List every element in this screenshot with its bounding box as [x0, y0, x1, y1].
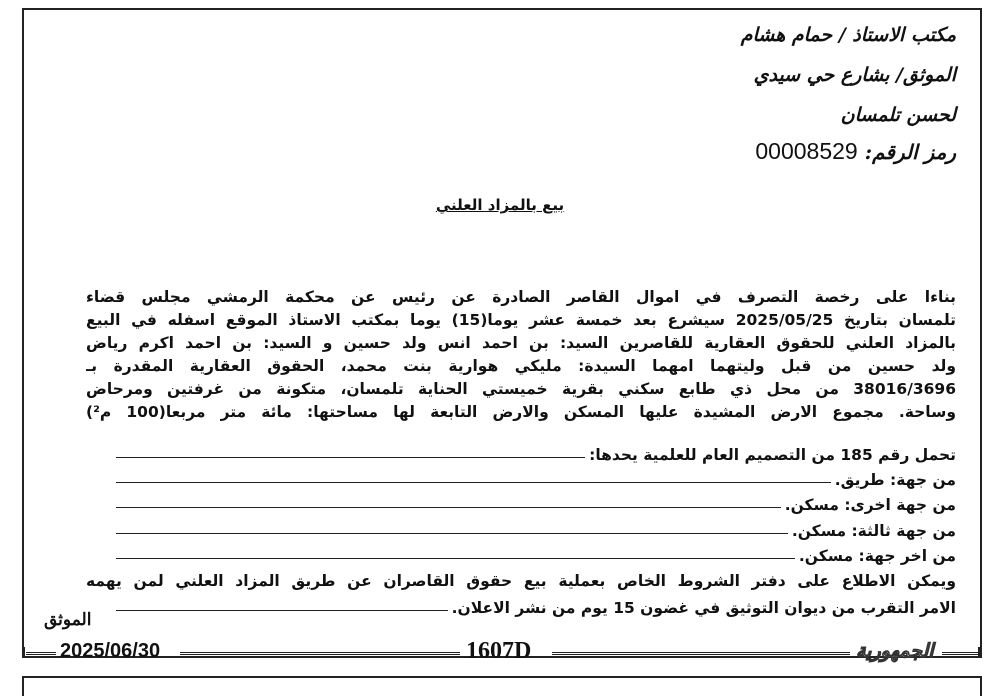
code-value: 00008529 [755, 138, 858, 164]
closing-row [116, 593, 956, 617]
body-line: تلمسان بتاريخ 2025/05/25 سيشرع بعد خمسة عشر يوما(15) يوما بمكتب الاستاذ الموقع اسفله في البيع [86, 311, 956, 329]
boundary-text: من جهة ثالثة: مسكن. [791, 522, 956, 540]
notary-office-name: مكتب الاستاذ / حمام هشام [740, 24, 956, 46]
fill-line [116, 482, 831, 483]
boundary-text: من اخر جهة: مسكن. [798, 547, 956, 565]
fill-line [116, 507, 781, 508]
footer-tick [22, 647, 25, 657]
body-line: وساحة. مجموع الارض المشيدة عليها المسكن والارض التابعة لها مساحتها: مائة متر مربعا(100 م²) [86, 403, 956, 421]
footer-rule [552, 652, 850, 655]
footer-tick [978, 647, 981, 657]
boundary-row [116, 490, 956, 514]
plan-text: تحمل رقم 185 من التصميم العام للعلمية يحدها: [589, 446, 956, 464]
notary-address: الموثق/ بشارع حي سيدي [753, 64, 956, 86]
notice-body [86, 286, 956, 424]
body-line: بناءا على رخصة التصرف في اموال القاصر الصادرة عن رئيس عن محكمة الرمشي مجلس قضاء [86, 288, 956, 306]
signature-label: الموثق [44, 610, 92, 630]
closing-line: ويمكن الاطلاع على دفتر الشروط الخاص بعملية بيع حقوق القاصران عن طريق المزاد العلني لمن يهمه [86, 572, 956, 590]
boundary-text: من جهة اخرى: مسكن. [784, 496, 956, 514]
code-label: رمز الرقم: [864, 140, 956, 164]
fill-line [116, 457, 585, 458]
footer-rule [942, 652, 978, 655]
boundary-row [116, 541, 956, 565]
body-line: ولد حسين من قبل وليتهما امهما السيدة: مليكي هوارية بنت محمد، الحقوق العقارية المقدرة بـ [86, 357, 956, 375]
publication-reference: 1607D [466, 638, 532, 664]
notary-city: لحسن تلمسان [840, 104, 956, 126]
closing-text: الامر التقرب من ديوان التوثيق في غضون 15 يوم من نشر الاعلان. [451, 599, 956, 617]
notary-code [755, 138, 956, 165]
footer-bar [22, 638, 982, 668]
boundary-row [116, 465, 956, 489]
footer-rule [26, 652, 56, 655]
plan-line [116, 440, 956, 464]
footer-rule [180, 652, 460, 655]
body-line: بالمزاد العلني للحقوق العقارية للقاصرين السيد: بن احمد انس ولد حسين و السيد: بن احمد اكرم رياض [86, 334, 956, 352]
notice-title: بيع بالمزاد العلني [435, 196, 565, 214]
next-notice-frame [22, 676, 982, 696]
newspaper-logo: الجمهورية [856, 640, 934, 662]
boundary-row [116, 516, 956, 540]
boundary-text: من جهة: طريق. [834, 471, 956, 489]
fill-line [116, 610, 448, 611]
publication-date: 2025/06/30 [60, 640, 161, 662]
fill-line [116, 533, 788, 534]
fill-line [116, 558, 795, 559]
body-line: 38016/3696 من محل ذي طابع سكني بقرية خميستي الحناية تلمسان، متكونة من غرفتين ومرحاض [86, 380, 956, 398]
